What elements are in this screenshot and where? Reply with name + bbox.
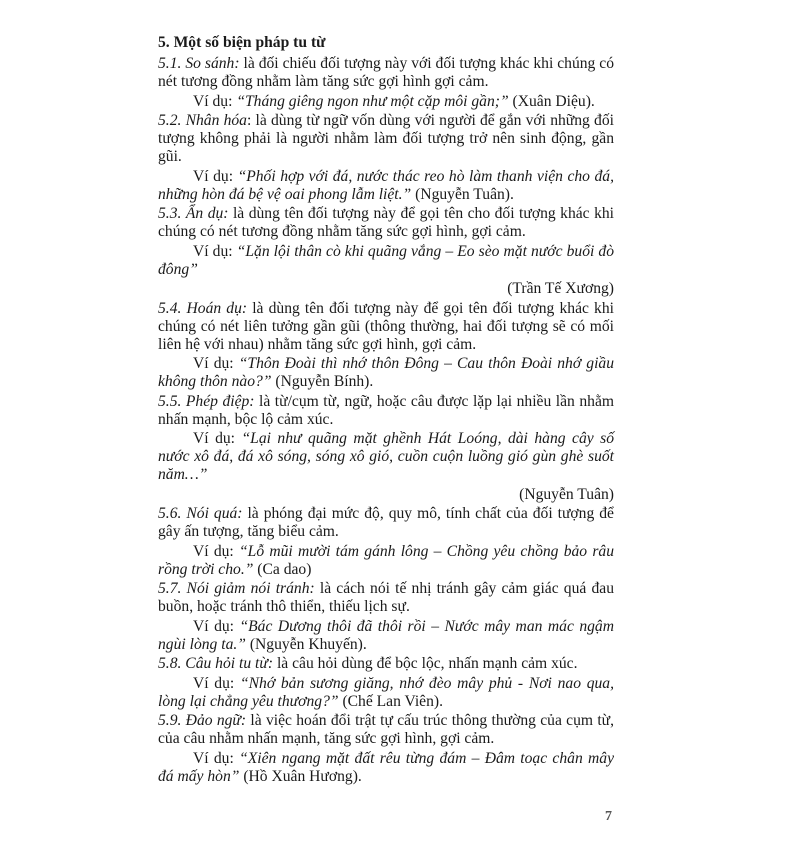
definition-paragraph xyxy=(158,655,614,673)
example-paragraph xyxy=(158,243,614,279)
example-paragraph xyxy=(158,168,614,204)
example-quote: “Lại như quãng mặt ghềnh Hát Loóng, dài hàng cây số nước xô đá, đá xô sóng, sóng xô gió, cuồn cuộn luồng gió gùn ghè suốt năm…” xyxy=(158,430,614,483)
definition-paragraph xyxy=(158,55,614,91)
example-quote: “Thôn Đoài thì nhớ thôn Đông – Cau thôn Đoài nhớ giầu không thôn nào?” xyxy=(158,355,614,390)
definition-text: là đối chiếu đối tượng này với đối tượng khác khi chúng có nét tương đồng nhằm làm tăng sức gợi hình gợi cảm. xyxy=(158,55,615,90)
example-prefix: Ví dụ: xyxy=(193,674,240,692)
example-quote: “Bác Dương thôi đã thôi rồi – Nước mây man mác ngậm ngùi lòng ta.” xyxy=(158,617,614,653)
definition-paragraph xyxy=(158,393,614,429)
definition-text: là từ/cụm từ, ngữ, hoặc câu được lặp lại nhiều lần nhằm nhấn mạnh, bộc lộ cảm xúc. xyxy=(158,392,615,428)
term-label: 5.4. Hoán dụ: xyxy=(158,299,248,317)
section-heading: 5. Một số biện pháp tu từ xyxy=(158,34,326,51)
example-quote: “Xiên ngang mặt đất rêu từng đám – Đâm toạc chân mây đá mấy hòn” xyxy=(158,749,614,785)
example-paragraph xyxy=(158,93,614,111)
term-label: 5.2. Nhân hóa xyxy=(158,112,247,129)
example-paragraph xyxy=(158,430,614,484)
example-prefix: Ví dụ: xyxy=(193,542,239,560)
example-source: (Nguyễn Tuân) xyxy=(519,485,614,503)
definition-text: là cách nói tế nhị tránh gây cảm giác quá đau buồn, hoặc tránh thô thiển, thiếu lịch sự. xyxy=(158,580,614,615)
example-prefix: Ví dụ: xyxy=(193,430,242,447)
example-source: (Nguyễn Bính). xyxy=(271,373,374,390)
example-source: (Nguyễn Tuân). xyxy=(411,185,514,203)
example-prefix: Ví dụ: xyxy=(193,92,237,110)
example-source: (Ca dao) xyxy=(253,560,312,578)
example-paragraph xyxy=(158,355,614,391)
term-label: 5.6. Nói quá: xyxy=(158,505,243,522)
sections xyxy=(158,55,614,786)
example-prefix: Ví dụ: xyxy=(193,167,238,185)
example-paragraph xyxy=(158,618,614,654)
example-quote: “Lỗ mũi mười tám gánh lông – Chồng yêu chồng bảo râu rồng trời cho.” xyxy=(158,542,614,578)
example-quote: “Lặn lội thân cò khi quãng vắng – Eo sèo mặt nước buổi đò đông” xyxy=(158,242,614,278)
example-prefix: Ví dụ: xyxy=(193,242,237,260)
term-label: 5.1. So sánh: xyxy=(158,55,240,72)
example-quote: “Phối hợp với đá, nước thác reo hò làm thanh viện cho đá, những hòn đá bệ vệ oai phong lẫm liệt.” xyxy=(158,167,614,203)
term-label: 5.9. Đảo ngữ: xyxy=(158,712,247,729)
definition-paragraph xyxy=(158,505,614,541)
example-source: (Trần Tế Xương) xyxy=(507,280,614,297)
definition-text: là dùng tên đối tượng này để gọi tên cho đối tượng khác khi chúng có nét tương đồng nhằm tăng sức gợi hình, gợi cảm. xyxy=(158,205,614,240)
definition-paragraph xyxy=(158,712,614,748)
example-source: (Nguyễn Khuyến). xyxy=(245,635,367,653)
example-prefix: Ví dụ: xyxy=(193,355,239,372)
definition-text: : là dùng từ ngữ vốn dùng với người để gắn với những đối tượng không phải là người nhằm làm đối tượng trở nên sinh động, gần gũi. xyxy=(158,112,614,165)
definition-paragraph xyxy=(158,112,614,166)
definition-text: là câu hỏi dùng để bộc lộc, nhấn mạnh cảm xúc. xyxy=(273,655,578,672)
example-paragraph xyxy=(158,543,614,579)
definition-paragraph xyxy=(158,300,614,354)
term-label: 5.7. Nói giảm nói tránh: xyxy=(158,580,315,597)
definition-text: là phóng đại mức độ, quy mô, tính chất của đối tượng để gây ấn tượng, tăng biểu cảm. xyxy=(158,505,614,540)
example-paragraph xyxy=(158,675,614,711)
definition-paragraph xyxy=(158,205,614,241)
example-prefix: Ví dụ: xyxy=(193,617,240,635)
example-quote: “Tháng giêng ngon như một cặp môi gần;” xyxy=(236,92,509,110)
example-source: (Hồ Xuân Hương). xyxy=(239,767,362,785)
example-quote: “Nhớ bản sương giăng, nhớ đèo mây phủ - Nơi nao qua, lòng lại chẳng yêu thương?” xyxy=(158,674,614,710)
document-page xyxy=(158,0,614,846)
term-label: 5.5. Phép điệp: xyxy=(158,392,255,410)
term-label: 5.3. Ẩn dụ: xyxy=(158,205,229,222)
definition-paragraph xyxy=(158,580,614,616)
page-number: 7 xyxy=(605,808,612,824)
definition-text: là việc hoán đổi trật tự cấu trúc thông thường của cụm từ, của câu nhằm nhấn mạnh, tăng sức gợi hình, gợi cảm. xyxy=(158,712,614,747)
example-source: (Chế Lan Viên). xyxy=(338,692,443,710)
example-source: (Xuân Diệu). xyxy=(508,92,595,110)
definition-text: là dùng tên đối tượng này để gọi tên đối tượng khác khi chúng có nét liên tưởng gần gũi (thông thường, hai đối tượng sẽ có mối liên hệ với nhau) nhằm tăng sức gợi hình, gợi cảm. xyxy=(158,299,614,353)
term-label: 5.8. Câu hỏi tu từ: xyxy=(158,655,274,672)
example-paragraph xyxy=(158,750,614,786)
example-prefix: Ví dụ: xyxy=(193,749,240,767)
